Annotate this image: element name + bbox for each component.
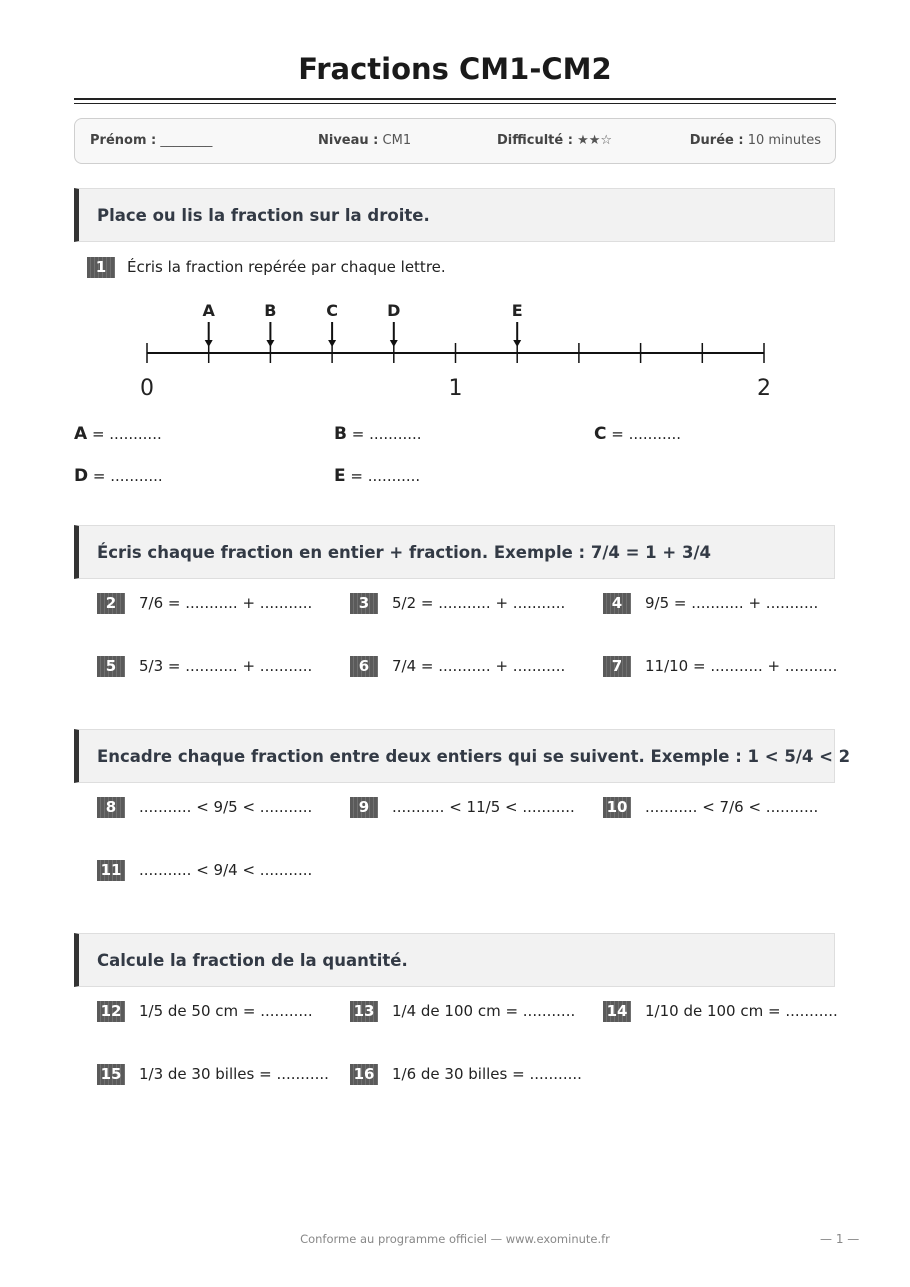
exercise-number-badge: 10 [603,797,631,818]
exercise-number-badge: 6 [350,656,378,677]
point-label: B [264,301,277,320]
number-line-label: 1 [448,376,463,401]
answer-blank: = ........... [92,467,163,485]
point-arrow-head [266,340,274,347]
answer-letter: B [334,424,347,444]
section-title: Calcule la fraction de la quantité. [97,951,408,970]
answer-blank: = ........... [91,425,162,443]
point-label: A [202,301,215,320]
exercise-text[interactable]: ........... < 9/4 < ........... [139,861,313,879]
info-box [74,118,836,164]
exercise-number-badge: 14 [603,1001,631,1022]
exercise-number-badge: 12 [97,1001,125,1022]
exercise-text[interactable]: ........... < 9/5 < ........... [139,798,313,816]
exercise-text[interactable]: 1/3 de 30 billes = ........... [139,1065,329,1083]
point-arrow-head [513,340,521,347]
exercise-instruction: Écris la fraction repérée par chaque lettre. [127,258,446,276]
niveau-value: CM1 [382,133,412,148]
point-arrow-head [328,340,336,347]
exercise-number-badge: 2 [97,593,125,614]
exercise-text[interactable]: 7/4 = ........... + ........... [392,657,566,675]
exercise-text[interactable]: ........... < 7/6 < ........... [645,798,819,816]
exercise-text[interactable]: 9/5 = ........... + ........... [645,594,819,612]
info-niveau [318,133,411,148]
answer-blank: = ........... [350,467,421,485]
exercise-text[interactable]: 5/3 = ........... + ........... [139,657,313,675]
section-header-4 [74,933,835,987]
answer-line[interactable] [74,466,163,486]
exercise-number-badge: 1 [87,257,115,278]
exercise-text[interactable]: 1/4 de 100 cm = ........... [392,1002,576,1020]
exercise-text[interactable]: 1/6 de 30 billes = ........... [392,1065,582,1083]
point-arrow-head [390,340,398,347]
point-label: C [326,301,338,320]
exercise-number-badge: 3 [350,593,378,614]
number-line-label: 0 [140,376,154,401]
info-prenom[interactable] [90,133,212,148]
exercise-text[interactable]: 1/5 de 50 cm = ........... [139,1002,313,1020]
section-header-1 [74,188,835,242]
point-label: D [387,301,401,320]
info-difficulte [497,133,612,148]
exercise-number-badge: 4 [603,593,631,614]
title-rule [74,98,836,100]
section-title: Place ou lis la fraction sur la droite. [97,206,430,225]
prenom-value: ________ [160,133,213,148]
answer-letter: A [74,424,88,444]
answer-line[interactable] [334,466,420,486]
section-header-3 [74,729,851,783]
exercise-number-badge: 5 [97,656,125,677]
difficulte-stars: ★★☆ [577,133,613,148]
title-rule-thin [74,103,836,104]
exercise-text[interactable]: 5/2 = ........... + ........... [392,594,566,612]
info-duree [690,133,821,148]
answer-blank: = ........... [351,425,422,443]
answer-blank: = ........... [611,425,682,443]
answer-line[interactable] [594,424,681,444]
exercise-number-badge: 7 [603,656,631,677]
answer-letter: E [334,466,346,486]
answer-letter: D [74,466,89,486]
exercise-number-badge: 9 [350,797,378,818]
exercise-number-badge: 13 [350,1001,378,1022]
number-line [0,290,910,410]
duree-value: 10 minutes [747,133,821,148]
exercise-number-badge: 15 [97,1064,125,1085]
exercise-number-badge: 16 [350,1064,378,1085]
exercise-text[interactable]: 1/10 de 100 cm = ........... [645,1002,838,1020]
section-title: Encadre chaque fraction entre deux entiers qui se suivent. Exemple : 1 < 5/4 < 2 [97,747,851,766]
answer-line[interactable] [334,424,422,444]
duree-label: Durée : [689,133,744,148]
exercise-text[interactable]: 7/6 = ........... + ........... [139,594,313,612]
exercise-number-badge: 11 [97,860,125,881]
answer-letter: C [594,424,607,444]
exercise-text[interactable]: 11/10 = ........... + ........... [645,657,838,675]
answer-line[interactable] [74,424,162,444]
prenom-label: Prénom : [90,133,157,148]
niveau-label: Niveau : [318,133,379,148]
number-line-label: 2 [757,376,771,401]
section-header-2 [74,525,835,579]
exercise-number-badge: 8 [97,797,125,818]
exercise-text[interactable]: ........... < 11/5 < ........... [392,798,575,816]
section-title: Écris chaque fraction en entier + fraction. Exemple : 7/4 = 1 + 3/4 [97,543,711,562]
page-title: Fractions CM1-CM2 [298,52,612,86]
point-label: E [511,301,523,320]
footer: Conforme au programme officiel — www.exominute.fr [300,1232,610,1246]
difficulte-label: Difficulté : [497,133,573,148]
page-number: — 1 — [820,1232,860,1246]
point-arrow-head [205,340,213,347]
